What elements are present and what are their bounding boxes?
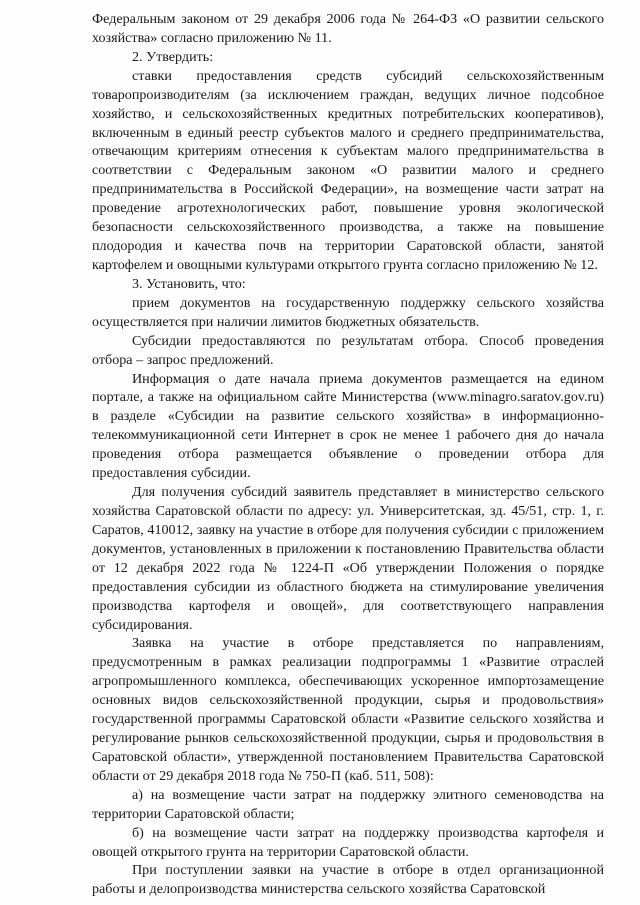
paragraph-receipt: прием документов на государственную поддержку сельского хозяйства осуществляется при наличии лимитов бюджетных обязательств. [92,294,604,330]
paragraph-directions: Заявка на участие в отборе представляется по направлениям, предусмотренным в рамках реализации подпрограммы 1 «Развитие отраслей агропромышленного комплекса, обеспечивающих ускоренное импортозамещение основных видов сельскохозяйственной продукции, сырья и продовольствия» государственной программы Саратовской области «Развитие сельского хозяйства и регулирование рынков сельскохозяйственной продукции, сырья и продовольствия в Саратовской области», утвержденной постановлением Правительства Саратовской области от 29 декабря 2018 года № 750-П (каб. 511, 508): [92,635,604,784]
document-body [92,10,604,899]
paragraph-item-a: а) на возмещение части затрат на поддержку элитного семеноводства на территории Саратовской области; [92,786,604,822]
paragraph-application: Для получения субсидий заявитель представляет в министерство сельского хозяйства Саратовской области по адресу: ул. Университетская, зд. 45/51, стр. 1, г. Саратов, 410012, заявку на участие в отборе для получения субсидии с приложением документов, установленных в приложении к постановлению Правительства области от 12 декабря 2022 года № 1224-П «Об утверждении Положения о порядке предоставления субсидии из областного бюджета на стимулирование увеличения производства картофеля и овощей», для соответствующего направления субсидирования. [92,484,604,633]
paragraph-item-3: 3. Установить, что: [132,275,246,292]
paragraph-receipt-2: При поступлении заявки на участие в отборе в отдел организационной работы и делопроизводства министерства сельского хозяйства Саратовской [92,862,604,898]
paragraph-rates: ставки предоставления средств субсидий сельскохозяйственным товаропроизводителям (за исключением граждан, ведущих личное подсобное хозяйство, и сельскохозяйственных кредитных потребительских кооперативов), включенным в единый реестр субъектов малого и среднего предпринимательства, отвечающим критериям отнесения к субъектам малого предпринимательства в соответствии с Федеральным законом «О развитии малого и среднего предпринимательства в Российской Федерации», на возмещение части затрат на проведение агротехнологических работ, повышение уровня экологической безопасности сельскохозяйственного производства, а также на повышение плодородия и качества почв на территории Саратовской области, занятой картофелем и овощными культурами открытого грунта согласно приложению № 12. [92,67,604,273]
paragraph-selection: Субсидии предоставляются по результатам отбора. Способ проведения отбора – запрос предложений. [92,332,604,368]
paragraph-item-b: б) на возмещение части затрат на поддержку производства картофеля и овощей открытого грунта на территории Саратовской области. [92,824,604,860]
paragraph-info: Информация о дате начала приема документов размещается на едином портале, а также на официальном сайте Министерства (www.minagro.saratov.gov.ru) в разделе «Субсидии на развитие сельского хозяйства» в информационно-телекоммуникационной сети Интернет в срок не менее 1 рабочего дня до начала проведения отбора размещается объявление о проведении отбора для предоставления субсидии. [92,370,604,482]
paragraph-intro: Федеральным законом от 29 декабря 2006 года № 264-ФЗ «О развитии сельского хозяйства» согласно приложению № 11. [92,11,604,46]
paragraph-item-2: 2. Утвердить: [132,48,214,65]
